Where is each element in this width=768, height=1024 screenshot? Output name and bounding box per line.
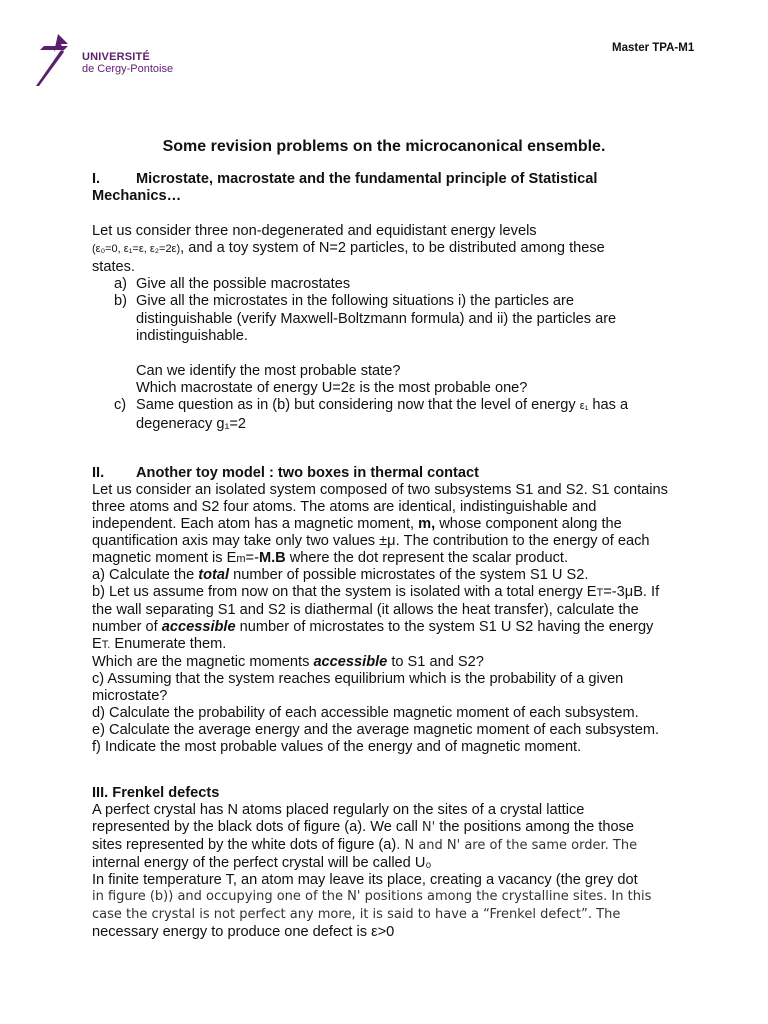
text-line [92,567,732,584]
text-line [92,636,732,654]
text-segment: three atoms and S2 four atoms. The atoms are identical, indistinguishable and [92,498,597,515]
text-segment: sites represented by the white dots of figure (a) [92,836,397,853]
text-line [92,328,732,345]
text-line [92,819,732,837]
text-segment: In finite temperature T, an atom may leave its place, creating a vacancy (the grey dot [92,871,638,888]
text-segment: , and a toy system of N=2 particles, to be distributed among these [180,240,605,257]
text-segment: represented by the black dots of figure (a). We call [92,818,422,835]
text-segment: Same question as in (b) but considering now that the level of energy [136,397,580,414]
text-segment: quantification axis may take only two values ±μ. The contribution to the energy of each [92,532,650,549]
text-segment: m [236,552,246,565]
text-segment: Which macrostate of energy U=2ε is the most probable one? [136,380,528,397]
text-segment: (ε₀=0, ε₁=ε, ε₂=2ε) [92,243,181,256]
text-segment: independent. Each atom has a magnetic moment, [92,515,419,532]
course-label: Master TPA-M1 [612,42,695,54]
text-segment: case the crystal is not perfect any more, it is said to have a “Frenkel defect”. The [92,907,621,923]
section-heading [92,785,732,802]
text-line [92,705,732,722]
text-line [92,924,732,941]
text-segment: =- [245,549,259,566]
section-microstates [92,171,732,433]
text-line [92,654,732,671]
text-line [92,688,732,705]
text-segment: N' [421,819,436,835]
text-line [92,872,732,889]
university-logo [28,30,208,90]
text-line [92,346,732,363]
section-frenkel-defects [92,785,732,941]
list-item [92,397,732,415]
text-line [92,722,732,739]
text-segment: T [596,587,604,600]
text-line [92,584,732,602]
logo-line2: de Cergy-Pontoise [82,63,174,75]
text-segment: m, [418,515,436,532]
text-segment: number of possible microstates of the system S1 U S2. [229,567,589,584]
text-line [92,311,732,328]
text-line [92,837,732,855]
text-segment: magnetic moment is E [92,549,237,566]
text-segment: distinguishable (verify Maxwell-Boltzmann formula) and ii) the particles are [136,310,617,327]
text-line [92,550,732,568]
text-segment: total [198,567,230,584]
text-segment: . N and N' are of the same order. The [396,837,638,853]
text-segment: indistinguishable. [136,328,248,345]
text-line [92,206,732,223]
text-line [92,416,732,433]
item-marker: c) [114,397,127,414]
text-segment: has a [588,397,629,414]
text-line [92,855,732,872]
text-segment: Which are the magnetic moments [92,653,314,670]
text-segment: ε₁ [579,400,589,413]
logo-line1: UNIVERSITÉ [82,51,151,63]
section-heading [92,188,732,205]
text-segment: M.B [258,549,286,566]
text-segment: f) Indicate the most probable values of the energy and of magnetic moment. [92,738,582,755]
text-segment: Microstate, macrostate and the fundamental principle of Statistical [136,171,598,187]
text-segment: number of [92,619,162,636]
text-line [92,363,732,380]
text-segment: in figure (b)) and occupying one of the N' positions among the crystalline sites. In this [92,889,652,905]
logo-mark-icon [28,30,88,90]
item-marker: a) [114,276,127,293]
text-line [92,240,732,258]
text-segment: whose component along the [435,515,622,532]
text-line [92,259,732,276]
text-segment: states. [92,258,135,275]
text-segment: c) Assuming that the system reaches equilibrium which is the probability of a given [92,670,624,687]
text-segment: necessary energy to produce one defect is ε>0 [92,924,395,941]
text-line [92,533,732,550]
text-segment: d) Calculate the probability of each accessible magnetic moment of each subsystem. [92,704,639,721]
item-marker: I. [92,171,101,187]
text-segment: Let us consider an isolated system composed of two subsystems S1 and S2. S1 contains [92,481,668,498]
page-title: Some revision problems on the microcanonical ensemble. [162,138,606,155]
text-line [92,802,732,819]
text-segment: internal energy of the perfect crystal will be called U₀ [92,854,432,871]
text-segment: A perfect crystal has N atoms placed regularly on the sites of a crystal lattice [92,801,585,818]
text-segment: Enumerate them. [110,636,227,653]
text-segment: E [92,636,102,653]
text-segment: the wall separating S1 and S2 is diathermal (it allows the heat transfer), calculate the [92,602,639,619]
text-line [92,906,732,924]
text-line [92,602,732,619]
text-segment: Give all the microstates in the following situations i) the particles are [136,293,575,310]
section-heading [92,465,732,482]
text-line [92,619,732,636]
text-segment: b) Let us assume from now on that the system is isolated with a total energy E [92,584,597,601]
section-heading [92,171,732,188]
text-segment: Mechanics… [92,188,182,205]
text-segment: degeneracy g₁=2 [136,415,247,432]
text-segment: T. [101,639,111,652]
text-line [92,671,732,688]
text-segment: a) Calculate the [92,567,199,584]
text-line [92,482,732,499]
text-segment: III. Frenkel defects [92,785,220,801]
text-line [92,380,732,397]
list-item [92,293,732,310]
text-segment: to S1 and S2? [387,653,484,670]
text-segment: Another toy model : two boxes in thermal contact [136,465,479,481]
text-segment: =-3μB. If [603,584,660,601]
text-segment: Can we identify the most probable state? [136,362,401,379]
text-line [92,888,732,906]
text-segment: where the dot represent the scalar product. [285,549,569,566]
text-segment: accessible [313,653,388,670]
text-segment: the positions among the those [435,818,634,835]
text-segment: Give all the possible macrostates [136,276,351,293]
text-line [92,739,732,756]
text-segment: accessible [161,619,236,636]
item-marker: b) [114,293,127,310]
text-line [92,499,732,516]
text-segment: number of microstates to the system S1 U S2 having the energy [235,619,654,636]
list-item [92,276,732,293]
text-segment: microstate? [92,687,168,704]
section-two-boxes [92,465,732,755]
text-line [92,516,732,533]
item-marker: II. [92,465,105,481]
text-segment: Let us consider three non-degenerated and equidistant energy levels [92,222,537,239]
text-segment: e) Calculate the average energy and the average magnetic moment of each subsystem. [92,721,660,738]
text-line [92,223,732,240]
